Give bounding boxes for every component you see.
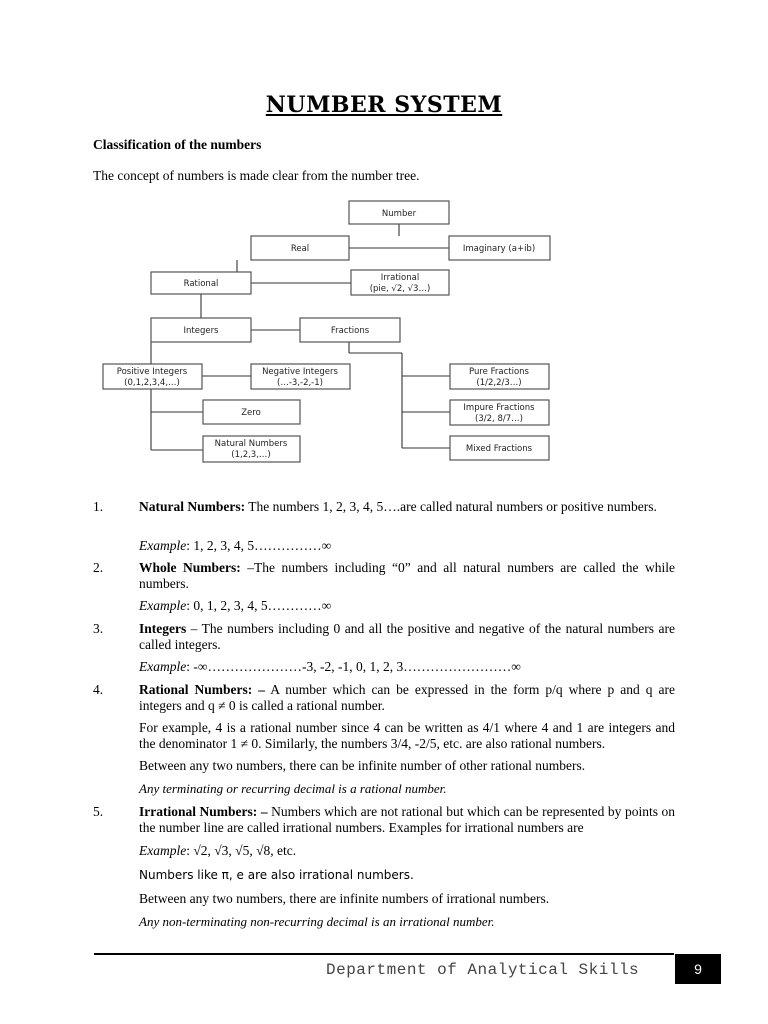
definition: –The numbers including “0” and all natural numbers are called the while numbers. — [139, 560, 676, 591]
example-value: : √2, √3, √5, √8, etc. — [186, 843, 297, 858]
tree-label-negative-integers: Negative Integers — [262, 367, 338, 377]
tree-node-number — [349, 201, 449, 224]
tree-label-negative-integers-examples: (…-3,-2,-1) — [277, 378, 323, 388]
intro-text: The concept of numbers is made clear from the number tree. — [93, 168, 420, 183]
tree-label-irrational: Irrational — [380, 273, 420, 283]
rational-example-paragraph: For example, 4 is a rational number since 4 can be written as 4/1 where 4 and 1 are integers and the denominator 1 ≠ 0. Similarly, the numbers 3/4, -2/5, etc. are also rational numbers. — [139, 720, 675, 751]
term: Whole Numbers: — [139, 560, 241, 575]
section-heading: Classification of the numbers — [93, 137, 262, 152]
tree-label-integers: Integers — [183, 326, 219, 336]
example-label: Example — [139, 843, 187, 858]
rational-note: Any terminating or recurring decimal is a rational number. — [139, 781, 447, 796]
tree-label-natural-numbers: Natural Numbers — [214, 439, 288, 449]
footer-department: Department of Analytical Skills — [326, 961, 640, 979]
list-item-number: 1. — [93, 499, 104, 514]
example-label: Example — [139, 659, 187, 674]
example-line — [139, 843, 296, 859]
number-tree-diagram — [0, 0, 768, 480]
term: Rational Numbers: – — [139, 682, 265, 697]
definition: A number which can be expressed in the form p/q where p and q are integers and q ≠ 0 is called a rational number. — [139, 682, 675, 713]
tree-node-natural-numbers — [203, 436, 300, 462]
example-label: Example — [139, 598, 187, 613]
tree-label-rational: Rational — [183, 279, 219, 289]
tree-node-integers — [151, 318, 251, 342]
tree-label-imaginary: Imaginary (a+ib) — [462, 244, 536, 254]
list-item-number: 4. — [93, 682, 104, 697]
definition: The numbers 1, 2, 3, 4, 5….are called natural numbers or positive numbers. — [245, 499, 657, 514]
tree-label-positive-integers-examples: (0,1,2,3,4,…) — [124, 378, 180, 388]
page-number: 9 — [675, 954, 721, 984]
tree-node-zero — [203, 400, 300, 424]
tree-label-positive-integers: Positive Integers — [116, 367, 188, 377]
tree-node-impure-fractions — [450, 400, 549, 425]
tree-node-imaginary — [449, 236, 550, 260]
rational-infinite-paragraph: Between any two numbers, there can be infinite number of other rational numbers. — [139, 758, 586, 773]
list-item-natural-numbers — [139, 499, 675, 515]
term: Irrational Numbers: – — [139, 804, 268, 819]
list-item-whole-numbers — [139, 560, 675, 592]
tree-node-irrational — [351, 270, 449, 295]
tree-label-mixed-fractions: Mixed Fractions — [465, 444, 533, 454]
example-label: Example — [139, 538, 187, 553]
tree-node-real — [251, 236, 349, 260]
list-item-integers — [139, 621, 675, 653]
list-item-number: 2. — [93, 560, 104, 575]
tree-label-impure-fractions: Impure Fractions — [463, 403, 535, 413]
tree-node-mixed-fractions — [450, 436, 549, 460]
tree-label-natural-numbers-examples: (1,2,3,…) — [231, 450, 271, 460]
irrational-infinite-paragraph: Between any two numbers, there are infinite numbers of irrational numbers. — [139, 891, 550, 906]
footer-divider — [94, 953, 674, 955]
tree-label-number: Number — [381, 209, 417, 219]
definition: – The numbers including 0 and all the positive and negative of the natural numbers are called integers. — [139, 621, 675, 652]
tree-node-fractions — [300, 318, 400, 342]
list-item-irrational-numbers — [139, 804, 675, 836]
irrational-note: Any non-terminating non-recurring decimal is an irrational number. — [139, 914, 495, 929]
tree-label-impure-fractions-examples: (3/2, 8/7…) — [475, 414, 523, 424]
example-line — [139, 538, 331, 554]
example-value: : 1, 2, 3, 4, 5……………∞ — [186, 538, 332, 553]
example-line — [139, 659, 521, 675]
tree-label-real: Real — [290, 244, 310, 254]
list-item-number: 5. — [93, 804, 104, 819]
term: Integers — [139, 621, 187, 636]
tree-label-irrational-examples: (pie, √2, √3…) — [369, 284, 431, 294]
page-title: NUMBER SYSTEM — [265, 92, 503, 118]
tree-node-rational — [151, 272, 251, 294]
tree-node-negative-integers — [251, 364, 350, 389]
tree-label-pure-fractions: Pure Fractions — [469, 367, 529, 377]
tree-node-pure-fractions — [450, 364, 549, 389]
example-value: : -∞…………………-3, -2, -1, 0, 1, 2, 3……………………∞ — [186, 659, 521, 674]
example-value: : 0, 1, 2, 3, 4, 5…………∞ — [186, 598, 332, 613]
example-line — [139, 598, 331, 614]
tree-label-zero: Zero — [241, 408, 261, 418]
irrational-pi-e-line: Numbers like π, e are also irrational numbers. — [139, 868, 414, 882]
term: Natural Numbers: — [139, 499, 246, 514]
list-item-number: 3. — [93, 621, 104, 636]
definition: Numbers which are not rational but which can be represented by points on the number line are called irrational numbers. Examples for irrational numbers are — [139, 804, 675, 835]
tree-label-pure-fractions-examples: (1/2,2/3…) — [476, 378, 522, 388]
tree-node-positive-integers — [103, 364, 202, 389]
tree-label-fractions: Fractions — [330, 326, 370, 336]
list-item-rational-numbers — [139, 682, 675, 714]
